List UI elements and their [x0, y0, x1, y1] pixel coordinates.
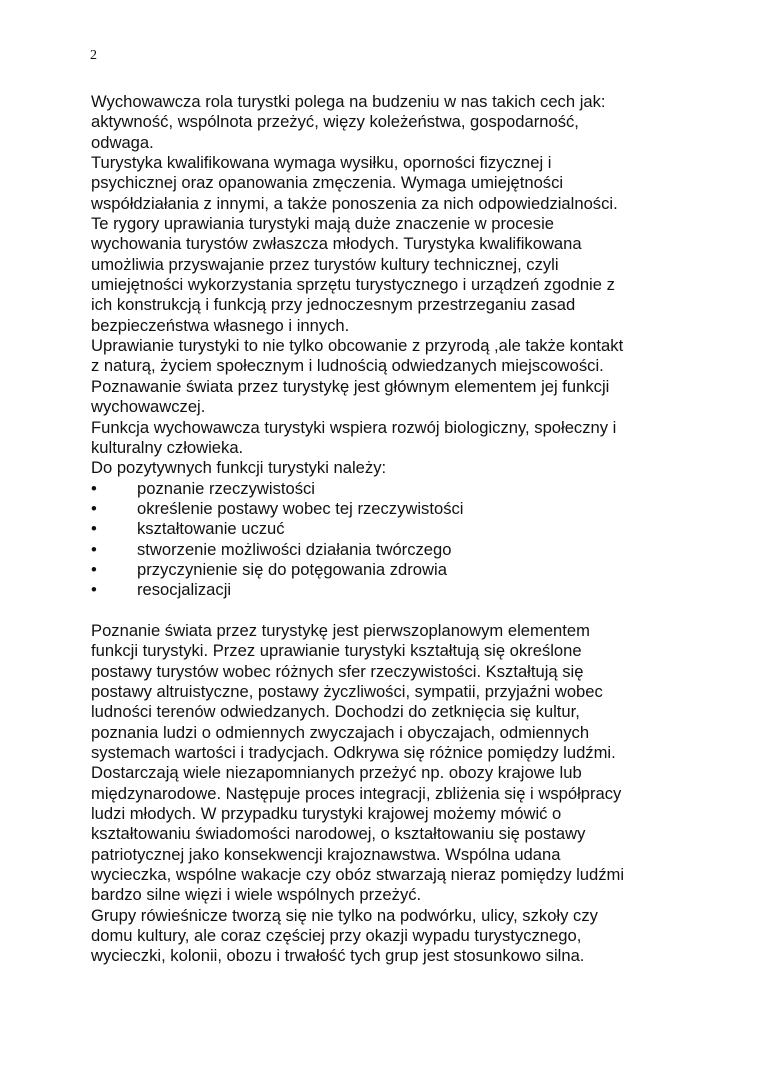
text-line: Uprawianie turystyki to nie tylko obcowanie z przyrodą ,ale także kontakt: [91, 336, 624, 356]
text-line: Do pozytywnych funkcji turystyki należy:: [91, 458, 387, 478]
text-line: z naturą, życiem społecznym i ludnością odwiedzanych miejscowości.: [91, 356, 604, 376]
text-line: Funkcja wychowawcza turystyki wspiera rozwój biologiczny, społeczny i: [91, 417, 617, 437]
text-line: domu kultury, ale coraz częściej przy okazji wypadu turystycznego,: [91, 926, 582, 946]
bullet-marker: •: [91, 539, 97, 559]
text-line: kształtowaniu świadomości narodowej, o kształtowaniu się postawy: [91, 824, 586, 844]
text-line: ich konstrukcją i funkcją przy jednoczesnym przestrzeganiu zasad: [91, 295, 576, 315]
text-line: Poznanie świata przez turystykę jest pierwszoplanowym elementem: [91, 620, 590, 640]
text-line: postawy altruistyczne, postawy życzliwości, sympatii, przyjaźni wobec: [91, 681, 603, 701]
text-line: wycieczki, kolonii, obozu i trwałość tych grup jest stosunkowo silna.: [91, 946, 585, 966]
list-item-text: poznanie rzeczywistości: [137, 478, 315, 498]
text-line: aktywność, wspólnota przeżyć, więzy koleżeństwa, gospodarność,: [91, 112, 579, 132]
text-line: ludzi młodych. W przypadku turystyki krajowej możemy mówić o: [91, 804, 562, 824]
list-item-text: resocjalizacji: [137, 580, 232, 600]
list-item: [91, 519, 731, 539]
text-line: systemach wartości i tradycjach. Odkrywa się różnice pomiędzy ludźmi.: [91, 743, 616, 762]
list-item: [91, 479, 731, 499]
text-line: poznania ludzi o odmiennych zwyczajach i obyczajach, odmiennych: [91, 722, 590, 742]
list-item: [91, 560, 731, 580]
text-line: wycieczka, wspólne wakacje czy obóz stwarzają nieraz pomiędzy ludźmi: [91, 865, 625, 885]
text-line: umożliwia przyswajanie przez turystów kultury technicznej, czyli: [91, 254, 559, 274]
page-number: 2: [90, 48, 97, 63]
text-line: Te rygory uprawiania turystyki mają duże znaczenie w procesie: [91, 214, 554, 234]
list-item-text: stworzenie możliwości działania twórczego: [137, 539, 452, 559]
text-line: bezpieczeństwa własnego i innych.: [91, 315, 350, 335]
text-line: wychowawczej.: [91, 397, 206, 417]
text-line: Turystyka kwalifikowana wymaga wysiłku, oporności fizycznej i: [91, 153, 552, 173]
list-item-text: określenie postawy wobec tej rzeczywistości: [137, 498, 464, 518]
text-line: postawy turystów wobec różnych sfer rzeczywistości. Kształtują się: [91, 661, 584, 681]
text-line: Dostarczają wiele niezapomnianych przeżyć np. obozy krajowe lub: [91, 763, 582, 783]
bullet-marker: •: [91, 559, 97, 579]
text-line: Poznawanie świata przez turystykę jest głównym elementem jej funkcji: [91, 376, 610, 396]
bullet-marker: •: [91, 498, 97, 518]
list-item-text: kształtowanie uczuć: [137, 519, 285, 539]
document-body: [91, 92, 731, 967]
text-line: bardzo silne więzi i wiele wspólnych przeżyć.: [91, 885, 422, 905]
paragraph-spacer: [91, 601, 731, 621]
list-item: [91, 580, 731, 600]
text-line: umiejętności wykorzystania sprzętu turystycznego i urządzeń zgodnie z: [91, 275, 615, 295]
list-item: [91, 499, 731, 519]
text-line: funkcji turystyki. Przez uprawianie turystyki kształtują się określone: [91, 641, 582, 661]
paragraph-main: [91, 621, 731, 967]
bullet-marker: •: [91, 478, 97, 498]
list-item: [91, 540, 731, 560]
text-line: psychicznej oraz opanowania zmęczenia. Wymaga umiejętności: [91, 173, 564, 193]
paragraph-intro: [91, 92, 731, 479]
text-line: współdziałania z innymi, a także ponoszenia za nich odpowiedzialności.: [91, 193, 618, 213]
text-line: odwaga.: [91, 132, 154, 152]
text-line: patriotycznej jako konsekwencji krajoznawstwa. Wspólna udana: [91, 844, 561, 864]
bullet-marker: •: [91, 580, 97, 600]
text-line: ludności terenów odwiedzanych. Dochodzi do zetknięcia się kultur,: [91, 702, 580, 722]
list-item-text: przyczynienie się do potęgowania zdrowia: [137, 559, 447, 579]
text-line: Grupy rówieśnicze tworzą się nie tylko na podwórku, ulicy, szkoły czy: [91, 905, 598, 925]
text-line: Wychowawcza rola turystki polega na budzeniu w nas takich cech jak:: [91, 92, 606, 111]
text-line: międzynarodowe. Następuje proces integracji, zbliżenia się i współpracy: [91, 783, 622, 803]
text-line: kulturalny człowieka.: [91, 437, 244, 457]
bullet-list: [91, 479, 731, 601]
text-line: wychowania turystów zwłaszcza młodych. Turystyka kwalifikowana: [91, 234, 582, 254]
bullet-marker: •: [91, 519, 97, 539]
